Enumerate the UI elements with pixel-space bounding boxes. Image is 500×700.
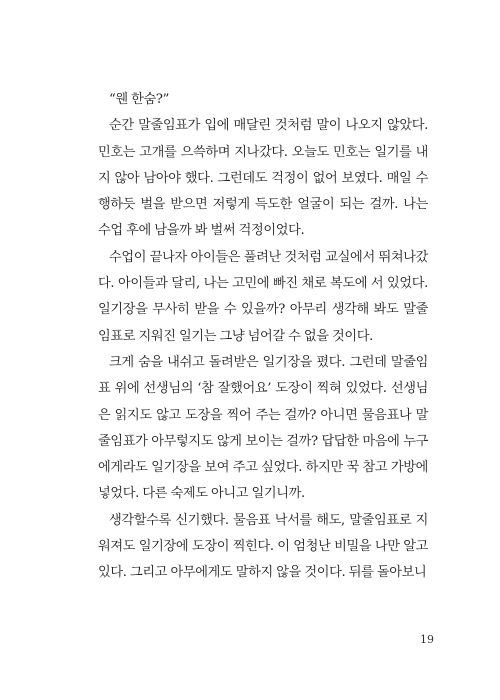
page-number: 19 — [420, 633, 434, 646]
body-text — [98, 87, 428, 587]
paragraph: 생각할수록 신기했다. 물음표 낙서를 해도, 말줄임표로 지워져도 일기장에 도장이 찍힌다. 이 엄청난 비밀을 나만 알고 있다. 그리고 아무에게도 말하지 않을 것이다. 뒤를 돌아보니 — [98, 512, 428, 581]
paragraph: 수업이 끝나자 아이들은 풀려난 것처럼 교실에서 뛰쳐나갔다. 아이들과 달리, 나는 고민에 빠진 채로 복도에 서 있었다. 일기장을 무사히 받을 수 있을까? 아무리 생각해 봐도 말줄임표로 지워진 일기는 그냥 넘어갈 수 없을 것이다. — [98, 249, 428, 344]
paragraph: 순간 말줄임표가 입에 매달린 것처럼 말이 나오지 않았다. 민호는 고개를 으쓱하며 지나갔다. 오늘도 민호는 일기를 내지 않아 남아야 했다. 그런데도 걱정이 없어 보였다. 매일 수행하듯 벌을 받으면 저렇게 득도한 얼굴이 되는 걸까. 나는 수업 후에 남을까 봐 벌써 걱정이었다. — [98, 118, 428, 239]
paragraph: 크게 숨을 내쉬고 돌려받은 일기장을 폈다. 그런데 말줄임표 위에 선생님의 ‘참 잘했어요’ 도장이 찍혀 있었다. 선생님은 읽지도 않고 도장을 찍어 주는 걸까? 아니면 물음표나 말줄임표가 아무렇지도 않게 보이는 걸까? 답답한 마음에 누구에게라도 일기장을 보여 주고 싶었다. 하지만 꾹 참고 가방에 넣었다. 다른 숙제도 아니고 일기니까. — [98, 354, 428, 502]
paragraph: “웬 한숨?” — [109, 92, 170, 107]
